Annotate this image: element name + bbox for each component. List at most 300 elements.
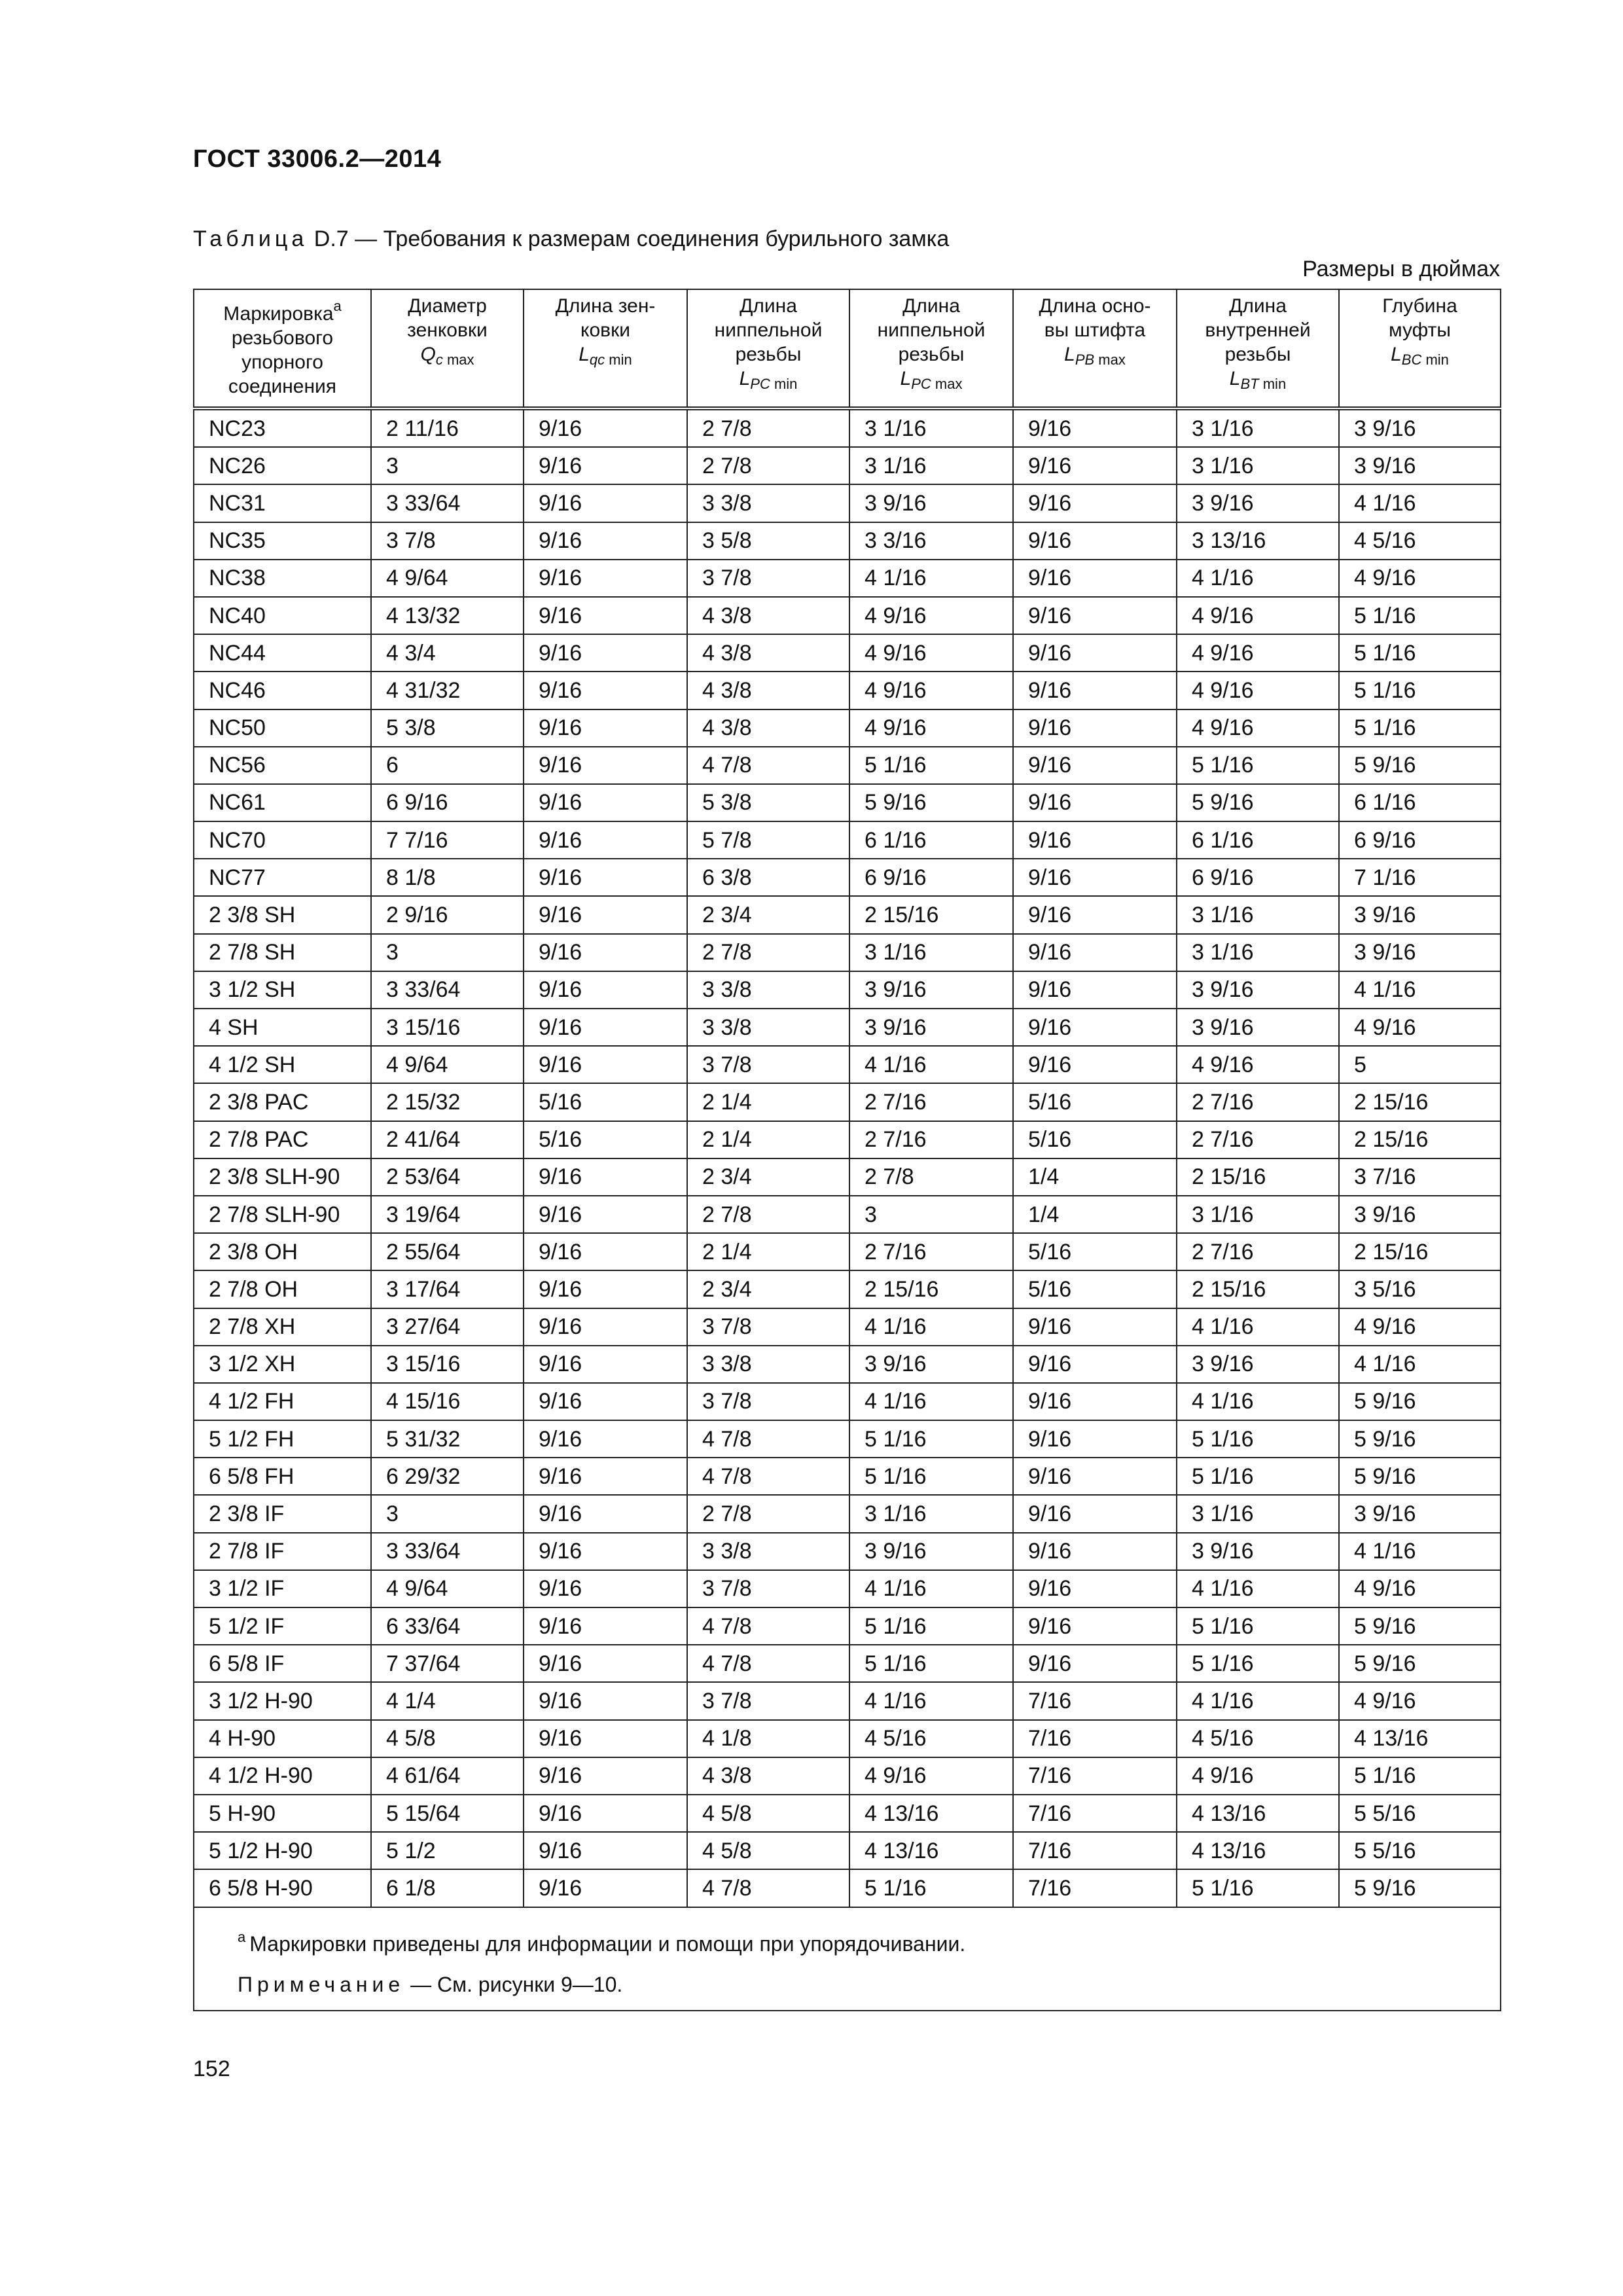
header-symbol-limit: min (609, 351, 632, 368)
table-cell: 5/16 (1013, 1233, 1177, 1270)
table-cell: 3 9/16 (1177, 1346, 1339, 1383)
table-cell: 3 7/8 (687, 1682, 849, 1719)
table-cell: 9/16 (524, 1720, 687, 1757)
table-cell: 9/16 (524, 896, 687, 933)
table-cell: 3 9/16 (849, 1346, 1013, 1383)
table-cell: 4 1/16 (849, 1682, 1013, 1719)
header-line: ниппельной (714, 319, 823, 341)
table-cell: 4 1/16 (1177, 1682, 1339, 1719)
header-line: Глубина (1382, 295, 1457, 317)
header-line: вы штифта (1044, 319, 1146, 341)
header-symbol: L (1229, 368, 1241, 389)
table-cell: 2 7/16 (1177, 1121, 1339, 1158)
table-cell: 4 13/16 (849, 1832, 1013, 1869)
table-cell: 4 3/8 (687, 1757, 849, 1795)
table-cell: 5 3/8 (371, 709, 524, 747)
table-cell: 4 9/64 (371, 1046, 524, 1083)
table-cell: 9/16 (524, 784, 687, 821)
table-cell: 4 1/8 (687, 1720, 849, 1757)
thread-marking-cell: 2 3/8 SLH-90 (194, 1158, 371, 1196)
table-cell: 5 9/16 (1177, 784, 1339, 821)
table-cell: 4 5/16 (1339, 522, 1501, 560)
table-row (194, 1270, 1501, 1308)
table-footnotes (194, 1907, 1501, 2011)
table-cell: 5 9/16 (1339, 1607, 1501, 1645)
table-row (194, 1083, 1501, 1121)
thread-marking-cell: 3 1/2 H-90 (194, 1682, 371, 1719)
table-cell: 2 15/32 (371, 1083, 524, 1121)
thread-marking-cell: 6 5/8 IF (194, 1645, 371, 1682)
table-header-row (194, 289, 1501, 408)
table-cell: 5 1/2 (371, 1832, 524, 1869)
thread-marking-cell: 2 7/8 XH (194, 1308, 371, 1346)
table-cell: 4 9/16 (1177, 672, 1339, 709)
table-cell: 3 9/16 (849, 1009, 1013, 1046)
table-cell: 4 9/16 (1339, 1009, 1501, 1046)
table-row (194, 447, 1501, 484)
thread-marking-cell: NC61 (194, 784, 371, 821)
thread-marking-cell: 2 7/8 PAC (194, 1121, 371, 1158)
table-cell: 9/16 (1013, 1346, 1177, 1383)
table-row (194, 709, 1501, 747)
table-row (194, 1682, 1501, 1719)
header-symbol: L (579, 344, 590, 365)
table-cell: 2 7/16 (849, 1121, 1013, 1158)
header-line: резьбы (1224, 344, 1291, 365)
table-row (194, 672, 1501, 709)
table-cell: 9/16 (524, 1420, 687, 1458)
table-cell: 3 9/16 (849, 971, 1013, 1009)
table-cell: 4 9/16 (849, 709, 1013, 747)
table-cell: 3 7/8 (687, 1383, 849, 1420)
table-cell: 9/16 (524, 1757, 687, 1795)
table-cell: 3 17/64 (371, 1270, 524, 1308)
table-cell: 9/16 (524, 1495, 687, 1532)
table-cell: 5 1/16 (849, 747, 1013, 784)
table-cell: 5 1/16 (1339, 672, 1501, 709)
table-cell: 3 5/16 (1339, 1270, 1501, 1308)
table-cell: 2 7/8 (849, 1158, 1013, 1196)
header-line: Диаметр (408, 295, 487, 317)
table-cell: 3 (371, 1495, 524, 1532)
table-cell: 4 1/4 (371, 1682, 524, 1719)
thread-marking-cell: 2 3/8 OH (194, 1233, 371, 1270)
table-row (194, 1383, 1501, 1420)
table-caption-label: Таблица (193, 226, 308, 251)
table-cell: 4 7/8 (687, 1645, 849, 1682)
table-row (194, 1533, 1501, 1570)
table-row (194, 1869, 1501, 1907)
table-cell: 2 7/16 (849, 1233, 1013, 1270)
table-cell: 3 9/16 (1177, 1533, 1339, 1570)
table-cell: 4 7/8 (687, 1458, 849, 1495)
table-cell: 7/16 (1013, 1795, 1177, 1832)
table-cell: 3 15/16 (371, 1346, 524, 1383)
table-cell: 9/16 (524, 560, 687, 597)
table-cell: 5/16 (524, 1083, 687, 1121)
table-cell: 3 1/16 (849, 934, 1013, 971)
table-cell: 4 9/16 (1339, 1308, 1501, 1346)
header-line: ковки (580, 319, 630, 341)
table-cell: 4 15/16 (371, 1383, 524, 1420)
table-cell: 9/16 (1013, 709, 1177, 747)
table-cell: 3 1/16 (1177, 1495, 1339, 1532)
table-row (194, 1832, 1501, 1869)
table-cell: 3 9/16 (1339, 934, 1501, 971)
header-symbol-limit: min (1425, 351, 1449, 368)
table-cell: 5 9/16 (849, 784, 1013, 821)
table-cell: 5 1/16 (1339, 709, 1501, 747)
table-cell: 2 55/64 (371, 1233, 524, 1270)
table-cell: 4 1/16 (849, 560, 1013, 597)
table-cell: 3 7/8 (687, 1570, 849, 1607)
table-cell: 9/16 (1013, 484, 1177, 522)
table-cell: 3 3/8 (687, 484, 849, 522)
table-cell: 3 1/16 (1177, 896, 1339, 933)
table-cell: 3 9/16 (1177, 1009, 1339, 1046)
table-cell: 5 5/16 (1339, 1832, 1501, 1869)
table-cell: 4 9/16 (1177, 1757, 1339, 1795)
table-cell: 3 1/16 (849, 1495, 1013, 1532)
table-cell: 9/16 (1013, 1308, 1177, 1346)
table-row (194, 1009, 1501, 1046)
table-cell: 3 9/16 (1177, 971, 1339, 1009)
thread-marking-cell: NC40 (194, 597, 371, 634)
table-cell: 9/16 (524, 1869, 687, 1907)
header-symbol-subscript: qc (589, 351, 605, 368)
table-cell: 5 9/16 (1339, 1645, 1501, 1682)
table-cell: 5 3/8 (687, 784, 849, 821)
thread-marking-cell: NC26 (194, 447, 371, 484)
header-pin-thread-length-max (849, 289, 1013, 408)
table-cell: 7/16 (1013, 1720, 1177, 1757)
table-cell: 4 1/16 (1339, 484, 1501, 522)
table-cell: 5 (1339, 1046, 1501, 1083)
table-cell: 9/16 (524, 934, 687, 971)
table-cell: 2 41/64 (371, 1121, 524, 1158)
table-cell: 4 9/16 (1177, 709, 1339, 747)
table-cell: 2 15/16 (1339, 1083, 1501, 1121)
table-cell: 4 1/16 (849, 1046, 1013, 1083)
table-cell: 4 9/16 (849, 597, 1013, 634)
footnote-marker: a (238, 1928, 246, 1945)
table-cell: 3 19/64 (371, 1196, 524, 1233)
thread-marking-cell: 3 1/2 SH (194, 971, 371, 1009)
table-cell: 7 37/64 (371, 1645, 524, 1682)
table-cell: 4 1/16 (1177, 560, 1339, 597)
table-cell: 9/16 (524, 1383, 687, 1420)
table-cell: 2 15/16 (1177, 1270, 1339, 1308)
table-cell: 3 7/16 (1339, 1158, 1501, 1196)
table-cell: 6 1/16 (1339, 784, 1501, 821)
table-cell: 9/16 (524, 1158, 687, 1196)
table-row (194, 821, 1501, 859)
table-cell: 4 7/8 (687, 747, 849, 784)
table-cell: 9/16 (1013, 447, 1177, 484)
header-counterbore-length (524, 289, 687, 408)
table-cell: 9/16 (524, 634, 687, 672)
table-row (194, 597, 1501, 634)
table-cell: 9/16 (1013, 1383, 1177, 1420)
table-row (194, 1495, 1501, 1532)
table-cell: 4 9/16 (849, 1757, 1013, 1795)
table-cell: 9/16 (1013, 821, 1177, 859)
table-cell: 9/16 (524, 484, 687, 522)
table-cell: 2 7/16 (1177, 1233, 1339, 1270)
dimensions-table (193, 289, 1501, 2011)
table-cell: 4 13/16 (849, 1795, 1013, 1832)
table-cell: 3 9/16 (1339, 408, 1501, 447)
table-cell: 3 5/8 (687, 522, 849, 560)
table-row (194, 1720, 1501, 1757)
table-row (194, 522, 1501, 560)
table-cell: 9/16 (524, 1607, 687, 1645)
table-cell: 6 29/32 (371, 1458, 524, 1495)
table-cell: 4 1/16 (1177, 1308, 1339, 1346)
table-row (194, 408, 1501, 447)
table-cell: 9/16 (1013, 597, 1177, 634)
table-row (194, 1570, 1501, 1607)
thread-marking-cell: 2 3/8 IF (194, 1495, 371, 1532)
table-row (194, 896, 1501, 933)
table-cell: 4 9/16 (849, 634, 1013, 672)
header-symbol-limit: min (1262, 376, 1287, 392)
thread-marking-cell: 2 7/8 IF (194, 1533, 371, 1570)
note-text: — См. рисунки 9—10. (410, 1972, 623, 1996)
table-cell: 5 1/16 (849, 1458, 1013, 1495)
header-symbol-subscript: PC (911, 376, 931, 392)
table-cell: 5/16 (1013, 1270, 1177, 1308)
table-cell: 5 1/16 (1177, 1607, 1339, 1645)
table-cell: 5 15/64 (371, 1795, 524, 1832)
table-cell: 5 9/16 (1339, 1869, 1501, 1907)
table-cell: 2 1/4 (687, 1233, 849, 1270)
table-cell: 3 1/16 (849, 408, 1013, 447)
note-label: Примечание (238, 1972, 405, 1996)
table-cell: 9/16 (1013, 1533, 1177, 1570)
table-cell: 4 7/8 (687, 1869, 849, 1907)
header-thread-marking (194, 289, 371, 408)
table-cell: 9/16 (524, 1458, 687, 1495)
thread-marking-cell: 5 1/2 IF (194, 1607, 371, 1645)
table-cell: 9/16 (524, 522, 687, 560)
header-line: упорного (241, 351, 323, 373)
table-cell: 2 7/16 (849, 1083, 1013, 1121)
table-cell: 4 9/16 (1339, 1682, 1501, 1719)
table-cell: 7 7/16 (371, 821, 524, 859)
table-cell: 9/16 (524, 971, 687, 1009)
table-cell: 2 7/8 (687, 1495, 849, 1532)
table-cell: 9/16 (1013, 1009, 1177, 1046)
header-symbol: L (1064, 344, 1075, 365)
table-row (194, 1308, 1501, 1346)
table-cell: 9/16 (524, 1270, 687, 1308)
table-row (194, 1757, 1501, 1795)
header-symbol-subscript: BC (1401, 351, 1422, 368)
header-symbol-limit: min (774, 376, 798, 392)
header-line: Длина (1229, 295, 1287, 317)
table-cell: 5/16 (1013, 1083, 1177, 1121)
table-cell: 2 7/16 (1177, 1083, 1339, 1121)
table-cell: 3 9/16 (1339, 1196, 1501, 1233)
table-cell: 3 1/16 (1177, 408, 1339, 447)
table-cell: 4 13/32 (371, 597, 524, 634)
table-cell: 8 1/8 (371, 859, 524, 896)
header-symbol: L (900, 368, 912, 389)
table-cell: 6 1/16 (849, 821, 1013, 859)
table-cell: 4 3/8 (687, 709, 849, 747)
table-cell: 9/16 (524, 447, 687, 484)
table-row (194, 1420, 1501, 1458)
header-line: Длина зен- (555, 295, 656, 317)
table-cell: 5 1/16 (1339, 597, 1501, 634)
table-row (194, 1121, 1501, 1158)
table-cell: 9/16 (524, 1308, 687, 1346)
thread-marking-cell: NC77 (194, 859, 371, 896)
table-caption-text: D.7 — Требования к размерам соединения бурильного замка (313, 226, 950, 251)
table-cell: 2 15/16 (1177, 1158, 1339, 1196)
thread-marking-cell: 2 3/8 PAC (194, 1083, 371, 1121)
table-cell: 9/16 (1013, 859, 1177, 896)
table-cell: 5 1/16 (1177, 1458, 1339, 1495)
table-cell: 5 1/16 (1177, 1420, 1339, 1458)
table-cell: 3 27/64 (371, 1308, 524, 1346)
table-cell: 7/16 (1013, 1869, 1177, 1907)
thread-marking-cell: 2 7/8 OH (194, 1270, 371, 1308)
table-cell: 4 3/8 (687, 597, 849, 634)
header-symbol: Q (420, 344, 436, 365)
table-row (194, 934, 1501, 971)
table-cell: 6 1/8 (371, 1869, 524, 1907)
thread-marking-cell: 4 H-90 (194, 1720, 371, 1757)
table-cell: 9/16 (524, 1682, 687, 1719)
table-cell: 5 9/16 (1339, 1420, 1501, 1458)
table-cell: 4 1/16 (849, 1570, 1013, 1607)
table-cell: 9/16 (524, 709, 687, 747)
table-cell: 1/4 (1013, 1196, 1177, 1233)
table-row (194, 784, 1501, 821)
header-symbol-limit: max (446, 351, 474, 368)
table-cell: 4 9/64 (371, 560, 524, 597)
table-cell: 6 33/64 (371, 1607, 524, 1645)
table-cell: 4 13/16 (1339, 1720, 1501, 1757)
table-cell: 6 9/16 (371, 784, 524, 821)
footnote-ref: a (333, 298, 342, 314)
thread-marking-cell: NC50 (194, 709, 371, 747)
table-cell: 2 7/8 (687, 1196, 849, 1233)
table-row (194, 1795, 1501, 1832)
thread-marking-cell: 4 1/2 FH (194, 1383, 371, 1420)
table-cell: 4 3/8 (687, 634, 849, 672)
table-cell: 6 1/16 (1177, 821, 1339, 859)
table-cell: 5 1/16 (849, 1645, 1013, 1682)
table-cell: 9/16 (524, 672, 687, 709)
table-cell: 5 1/16 (1339, 634, 1501, 672)
header-line: зенковки (407, 319, 488, 341)
table-cell: 9/16 (524, 597, 687, 634)
table-cell: 9/16 (524, 821, 687, 859)
table-cell: 4 5/8 (371, 1720, 524, 1757)
thread-marking-cell: 2 7/8 SLH-90 (194, 1196, 371, 1233)
header-pin-thread-length-min (687, 289, 849, 408)
table-cell: 3 3/16 (849, 522, 1013, 560)
table-cell: 6 9/16 (849, 859, 1013, 896)
table-cell: 9/16 (1013, 747, 1177, 784)
table-note (238, 1964, 1500, 2005)
table-row (194, 1233, 1501, 1270)
table-cell: 2 1/4 (687, 1121, 849, 1158)
footnote-text: Маркировки приведены для информации и помощи при упорядочивании. (249, 1931, 966, 1956)
table-cell: 4 3/8 (687, 672, 849, 709)
table-cell: 3 33/64 (371, 971, 524, 1009)
table-cell: 3 3/8 (687, 1533, 849, 1570)
table-row (194, 1158, 1501, 1196)
table-cell: 3 9/16 (1177, 484, 1339, 522)
header-symbol: L (739, 368, 751, 389)
table-footer-row (194, 1907, 1501, 2011)
thread-marking-cell: 5 H-90 (194, 1795, 371, 1832)
table-cell: 4 9/16 (1177, 634, 1339, 672)
table-cell: 9/16 (524, 747, 687, 784)
table-cell: 9/16 (1013, 1570, 1177, 1607)
table-cell: 5/16 (524, 1121, 687, 1158)
table-cell: 9/16 (524, 1046, 687, 1083)
thread-marking-cell: 6 5/8 H-90 (194, 1869, 371, 1907)
table-cell: 4 1/16 (1339, 1346, 1501, 1383)
table-cell: 2 3/4 (687, 1270, 849, 1308)
table-cell: 4 9/64 (371, 1570, 524, 1607)
table-cell: 9/16 (1013, 1420, 1177, 1458)
table-cell: 2 1/4 (687, 1083, 849, 1121)
table-cell: 3 (371, 447, 524, 484)
table-cell: 3 3/8 (687, 1009, 849, 1046)
table-cell: 4 1/16 (1177, 1570, 1339, 1607)
table-cell: 4 9/16 (1177, 597, 1339, 634)
table-cell: 9/16 (1013, 1607, 1177, 1645)
table-cell: 9/16 (524, 1233, 687, 1270)
table-cell: 9/16 (524, 1795, 687, 1832)
table-cell: 5 5/16 (1339, 1795, 1501, 1832)
table-cell: 9/16 (524, 1009, 687, 1046)
table-cell: 9/16 (1013, 1046, 1177, 1083)
header-line: резьбы (898, 344, 965, 365)
table-cell: 5 1/16 (849, 1607, 1013, 1645)
table-cell: 3 1/16 (849, 447, 1013, 484)
table-cell: 6 9/16 (1177, 859, 1339, 896)
table-cell: 3 13/16 (1177, 522, 1339, 560)
table-cell: 9/16 (1013, 934, 1177, 971)
table-cell: 4 13/16 (1177, 1795, 1339, 1832)
table-cell: 5 1/16 (849, 1869, 1013, 1907)
header-box-depth (1339, 289, 1501, 408)
table-cell: 4 7/8 (687, 1607, 849, 1645)
table-cell: 4 31/32 (371, 672, 524, 709)
table-cell: 9/16 (524, 1533, 687, 1570)
thread-marking-cell: NC35 (194, 522, 371, 560)
table-cell: 4 5/8 (687, 1795, 849, 1832)
table-cell: 3 15/16 (371, 1009, 524, 1046)
table-cell: 4 9/16 (1339, 560, 1501, 597)
header-symbol-subscript: PC (750, 376, 770, 392)
units-note: Размеры в дюймах (1302, 257, 1500, 281)
table-row (194, 971, 1501, 1009)
header-box-thread-length (1177, 289, 1339, 408)
table-cell: 5/16 (1013, 1121, 1177, 1158)
table-cell: 9/16 (1013, 522, 1177, 560)
table-row (194, 484, 1501, 522)
header-line: Длина (902, 295, 960, 317)
table-cell: 3 9/16 (849, 484, 1013, 522)
